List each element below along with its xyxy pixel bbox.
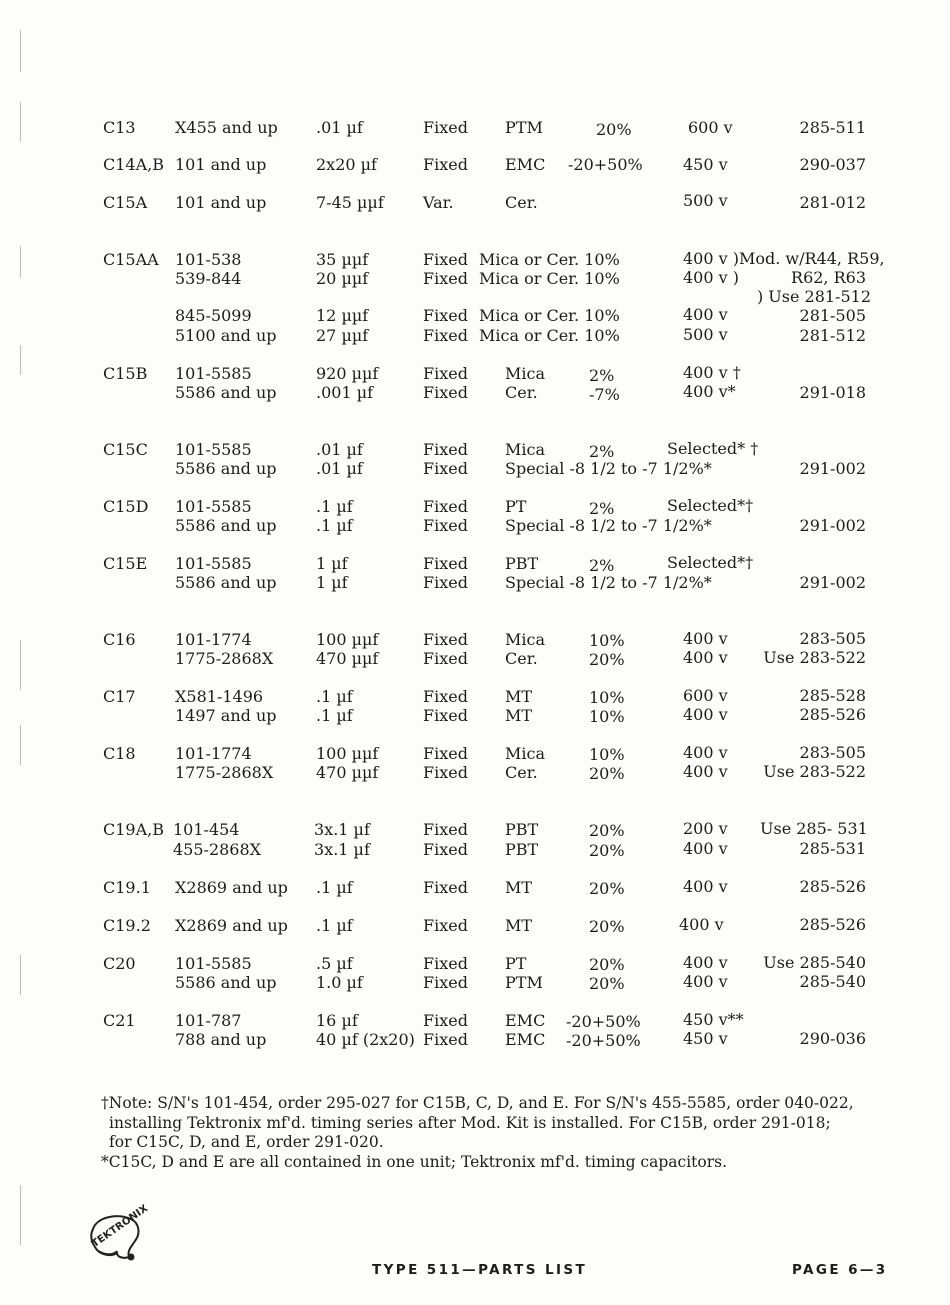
value: 470 µµf	[316, 649, 379, 668]
type: Var.	[423, 193, 454, 212]
dielectric-tolerance: Mica or Cer. 10%	[479, 250, 620, 269]
ref: C15D	[103, 497, 149, 516]
serial-range: 5586 and up	[175, 459, 277, 478]
tolerance: 2%	[589, 442, 615, 461]
type: Fixed	[423, 118, 468, 137]
value: 2x20 µf	[316, 155, 377, 174]
type: Fixed	[423, 573, 468, 592]
tolerance: 2%	[589, 366, 615, 385]
footnotes	[101, 1094, 891, 1172]
value: 470 µµf	[316, 763, 379, 782]
part-number: 290-036	[799, 1029, 866, 1048]
dielectric: PBT	[505, 820, 539, 839]
part-number: 285-511	[799, 118, 866, 137]
ref: C17	[103, 687, 136, 706]
serial-range: 5100 and up	[175, 326, 277, 345]
serial-range: 1775-2868X	[175, 763, 274, 782]
tolerance: -20+50%	[568, 155, 643, 174]
serial-range: X581-1496	[175, 687, 264, 706]
part-number: R62, R63	[791, 268, 866, 287]
part-number: Use 283-522	[763, 762, 866, 781]
value: .1 µf	[316, 516, 353, 535]
dielectric: PT	[505, 497, 527, 516]
voltage: 400 v	[683, 629, 728, 648]
serial-range: 5586 and up	[175, 573, 277, 592]
tolerance: -20+50%	[566, 1031, 641, 1050]
serial-range: 5586 and up	[175, 383, 277, 402]
type: Fixed	[423, 497, 468, 516]
voltage: 400 v	[683, 839, 728, 858]
type: Fixed	[423, 630, 468, 649]
serial-range: 539-844	[175, 269, 242, 288]
dielectric: Cer.	[505, 383, 538, 402]
tolerance: 20%	[589, 974, 625, 993]
serial-range: 1775-2868X	[175, 649, 274, 668]
part-number: 290-037	[799, 155, 866, 174]
tolerance: 20%	[589, 650, 625, 669]
voltage: 400 v	[679, 915, 724, 934]
part-number: 281-012	[799, 193, 866, 212]
serial-range: 845-5099	[175, 306, 252, 325]
type: Fixed	[423, 687, 468, 706]
value: .1 µf	[316, 878, 353, 897]
voltage: 450 v**	[683, 1010, 744, 1029]
value: 40 µf (2x20)	[316, 1030, 415, 1049]
type: Fixed	[423, 840, 468, 859]
tolerance: 2%	[589, 556, 615, 575]
ref: C16	[103, 630, 136, 649]
dielectric: PTM	[505, 973, 543, 992]
type: Fixed	[423, 916, 468, 935]
dielectric-tolerance: Mica or Cer. 10%	[479, 306, 620, 325]
value: 920 µµf	[316, 364, 379, 383]
type: Fixed	[423, 326, 468, 345]
tolerance: 20%	[596, 120, 632, 139]
ref: C21	[103, 1011, 136, 1030]
type: Fixed	[423, 820, 468, 839]
ref: C19.1	[103, 878, 151, 897]
dielectric: PTM	[505, 118, 543, 137]
part-number: 285-540	[799, 972, 866, 991]
voltage: 400 v †	[683, 363, 741, 382]
value: .1 µf	[316, 497, 353, 516]
tolerance: -7%	[589, 385, 620, 404]
note-line: *C15C, D and E are all contained in one unit; Tektronix mf'd. timing capacitors.	[101, 1152, 728, 1171]
value: 12 µµf	[316, 306, 369, 325]
voltage: 400 v	[683, 305, 728, 324]
dielectric: Cer.	[505, 193, 538, 212]
voltage-note: 400 v )Mod. w/R44, R59,	[683, 249, 885, 268]
page-number: PAGE 6—3	[792, 1262, 888, 1278]
value: .1 µf	[316, 916, 353, 935]
ref: C13	[103, 118, 136, 137]
type: Fixed	[423, 459, 468, 478]
tektronix-logo	[87, 1202, 151, 1263]
dielectric: PT	[505, 954, 527, 973]
value: 27 µµf	[316, 326, 369, 345]
serial-range: 101-1774	[175, 744, 252, 763]
type: Fixed	[423, 1011, 468, 1030]
serial-range: 455-2868X	[173, 840, 262, 859]
dielectric: MT	[505, 878, 533, 897]
dielectric: Mica	[505, 440, 545, 459]
dielectric: Mica	[505, 364, 545, 383]
voltage: 500 v	[683, 325, 728, 344]
part-number: 285-531	[799, 839, 866, 858]
part-number: 291-002	[799, 459, 866, 478]
part-number: 291-002	[799, 573, 866, 592]
serial-range: 101-538	[175, 250, 242, 269]
type: Fixed	[423, 440, 468, 459]
serial-range: X2869 and up	[175, 878, 288, 897]
value: 3x.1 µf	[314, 820, 370, 839]
part-number: 291-002	[799, 516, 866, 535]
voltage: 400 v )	[683, 268, 739, 287]
selected-mark: Selected*†	[667, 496, 754, 515]
voltage: 400 v*	[683, 382, 736, 401]
part-number: 281-505	[799, 306, 866, 325]
bracket-note: ) Use 281-512	[756, 287, 871, 306]
tolerance: 20%	[589, 879, 625, 898]
footer-title: TYPE 511—PARTS LIST	[372, 1262, 588, 1278]
ref: C14A,B	[103, 155, 164, 174]
serial-range: 788 and up	[175, 1030, 267, 1049]
voltage: 600 v	[688, 118, 733, 137]
tolerance: 20%	[589, 841, 625, 860]
value: .01 µf	[316, 459, 363, 478]
special-tolerance: Special -8 1/2 to -7 1/2%*	[505, 516, 712, 535]
tolerance: 10%	[589, 745, 625, 764]
tolerance: 20%	[589, 821, 625, 840]
note-line: for C15C, D, and E, order 291-020.	[109, 1133, 384, 1151]
value: .5 µf	[316, 954, 353, 973]
dielectric: EMC	[505, 155, 546, 174]
type: Fixed	[423, 306, 468, 325]
special-tolerance: Special -8 1/2 to -7 1/2%*	[505, 573, 712, 592]
special-tolerance: Special -8 1/2 to -7 1/2%*	[505, 459, 712, 478]
serial-range: 101-5585	[175, 440, 252, 459]
serial-range: 101-5585	[175, 554, 252, 573]
note-line: installing Tektronix mf'd. timing series after Mod. Kit is installed. For C15B, order 291-018;	[109, 1113, 831, 1132]
value: .01 µf	[316, 118, 363, 137]
dielectric: Cer.	[505, 763, 538, 782]
value: 3x.1 µf	[314, 840, 370, 859]
ref: C19.2	[103, 916, 151, 935]
ref: C15B	[103, 364, 148, 383]
serial-range: 101-787	[175, 1011, 242, 1030]
page-edge-mark	[20, 1185, 21, 1245]
value: 100 µµf	[316, 744, 379, 763]
voltage: 400 v	[683, 953, 728, 972]
ref: C19A,B	[103, 820, 164, 839]
value: 7-45 µµf	[316, 193, 384, 212]
tolerance: 10%	[589, 688, 625, 707]
value: 1 µf	[316, 573, 348, 592]
part-number: 285-526	[799, 877, 866, 896]
dielectric: MT	[505, 916, 533, 935]
value: .001 µf	[316, 383, 374, 402]
serial-range: 1497 and up	[175, 706, 277, 725]
type: Fixed	[423, 364, 468, 383]
voltage: 400 v	[683, 972, 728, 991]
voltage: 400 v	[683, 648, 728, 667]
tolerance: 20%	[589, 955, 625, 974]
voltage: 450 v	[683, 1029, 728, 1048]
voltage: 400 v	[683, 877, 728, 896]
voltage: 400 v	[683, 762, 728, 781]
type: Fixed	[423, 744, 468, 763]
voltage: 400 v	[683, 743, 728, 762]
selected-mark: Selected*†	[667, 553, 754, 572]
type: Fixed	[423, 763, 468, 782]
type: Fixed	[423, 516, 468, 535]
value: .1 µf	[316, 706, 353, 725]
part-number: Use 283-522	[763, 648, 866, 667]
dielectric: PBT	[505, 840, 539, 859]
type: Fixed	[423, 155, 468, 174]
dielectric: Mica	[505, 744, 545, 763]
part-number: 283-505	[799, 743, 866, 762]
tolerance: 10%	[589, 631, 625, 650]
dielectric: Mica	[505, 630, 545, 649]
tolerance: 20%	[589, 917, 625, 936]
tolerance: 20%	[589, 764, 625, 783]
type: Fixed	[423, 1030, 468, 1049]
serial-range: 101 and up	[175, 193, 267, 212]
voltage: 400 v	[683, 705, 728, 724]
dielectric-tolerance: Mica or Cer. 10%	[479, 269, 620, 288]
voltage: 200 v	[683, 819, 728, 838]
dielectric: EMC	[505, 1011, 546, 1030]
serial-range: 101-1774	[175, 630, 252, 649]
voltage: 450 v	[683, 155, 728, 174]
serial-range: 101-454	[173, 820, 240, 839]
selected-mark: Selected* †	[667, 439, 759, 458]
dielectric: MT	[505, 706, 533, 725]
type: Fixed	[423, 269, 468, 288]
value: .1 µf	[316, 687, 353, 706]
value: 35 µµf	[316, 250, 369, 269]
value: .01 µf	[316, 440, 363, 459]
ref: C15AA	[103, 250, 159, 269]
type: Fixed	[423, 973, 468, 992]
type: Fixed	[423, 878, 468, 897]
dielectric-tolerance: Mica or Cer. 10%	[479, 326, 620, 345]
serial-range: 101-5585	[175, 497, 252, 516]
ref: C18	[103, 744, 136, 763]
ref: C20	[103, 954, 136, 973]
voltage: 500 v	[683, 191, 728, 210]
ref: C15C	[103, 440, 148, 459]
dielectric: Cer.	[505, 649, 538, 668]
serial-range: 101-5585	[175, 954, 252, 973]
part-number: 285-526	[799, 705, 866, 724]
dielectric: PBT	[505, 554, 539, 573]
type: Fixed	[423, 954, 468, 973]
value: 1.0 µf	[316, 973, 363, 992]
serial-range: 101 and up	[175, 155, 267, 174]
dielectric: EMC	[505, 1030, 546, 1049]
type: Fixed	[423, 649, 468, 668]
part-number: 281-512	[799, 326, 866, 345]
serial-range: 5586 and up	[175, 973, 277, 992]
logo-text: TEKTRONIX	[89, 1202, 151, 1250]
serial-range: 101-5585	[175, 364, 252, 383]
serial-range: X455 and up	[175, 118, 278, 137]
tolerance: 2%	[589, 499, 615, 518]
part-number: 285-528	[799, 686, 866, 705]
type: Fixed	[423, 706, 468, 725]
serial-range: 5586 and up	[175, 516, 277, 535]
value: 1 µf	[316, 554, 348, 573]
part-number: 285-526	[799, 915, 866, 934]
type: Fixed	[423, 554, 468, 573]
type: Fixed	[423, 250, 468, 269]
voltage: 600 v	[683, 686, 728, 705]
dielectric: MT	[505, 687, 533, 706]
value: 16 µf	[316, 1011, 358, 1030]
part-number: Use 285- 531	[760, 819, 868, 838]
type: Fixed	[423, 383, 468, 402]
ref: C15E	[103, 554, 148, 573]
value: 100 µµf	[316, 630, 379, 649]
part-number: Use 285-540	[763, 953, 866, 972]
tolerance: 10%	[589, 707, 625, 726]
ref: C15A	[103, 193, 148, 212]
serial-range: X2869 and up	[175, 916, 288, 935]
tolerance: -20+50%	[566, 1012, 641, 1031]
part-number: 291-018	[799, 383, 866, 402]
part-number: 283-505	[799, 629, 866, 648]
note-line: †Note: S/N's 101-454, order 295-027 for C15B, C, D, and E. For S/N's 455-5585, order 040-022,	[101, 1094, 854, 1112]
value: 20 µµf	[316, 269, 369, 288]
